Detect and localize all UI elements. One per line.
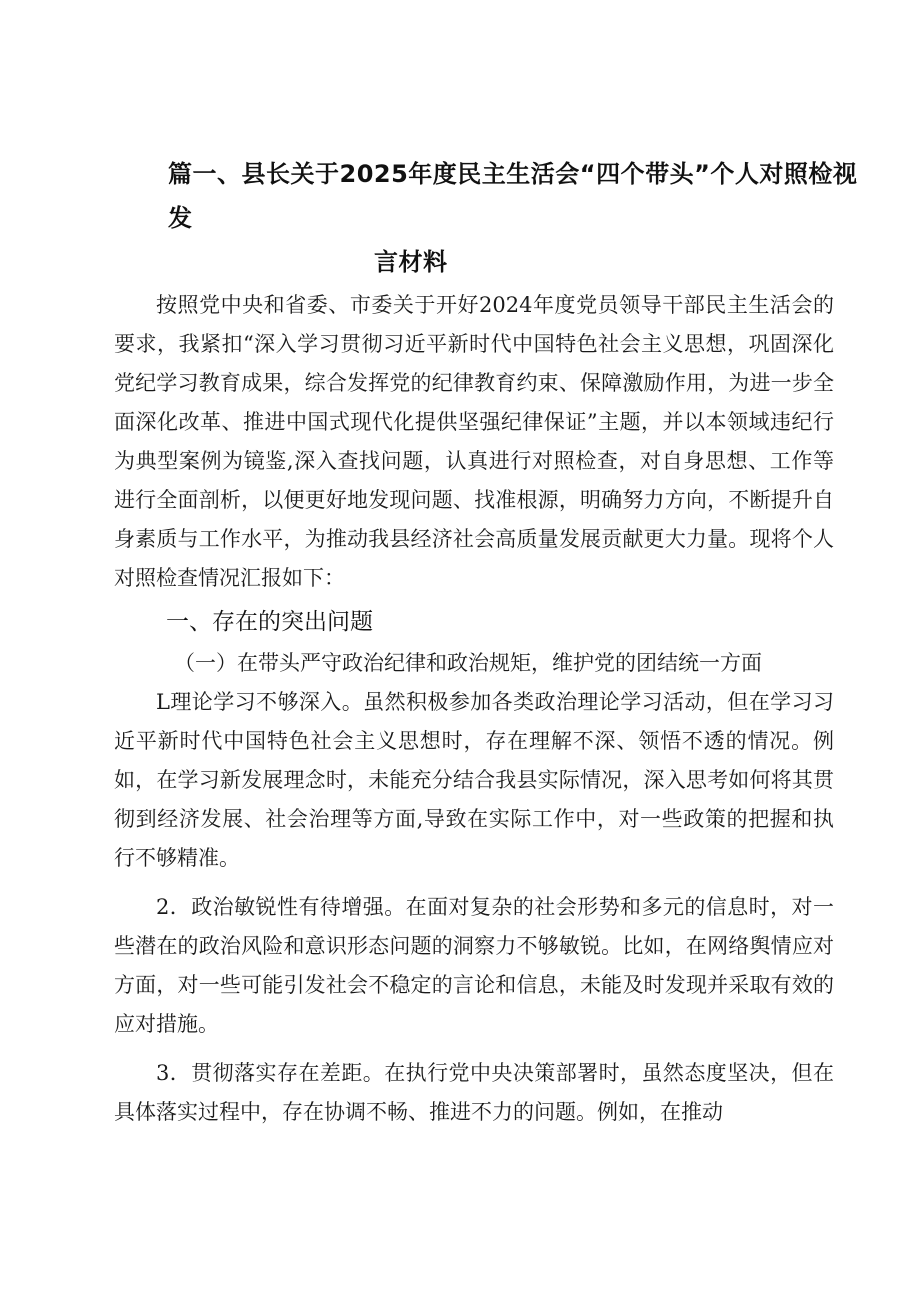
item-paragraph-3: 3．贯彻落实存在差距。在执行党中央决策部署时，虽然态度坚决，但在具体落实过程中，存在协调不畅、推进不力的问题。例如，在推动 [114,1061,834,1124]
document-body [114,286,834,1132]
item-paragraph-1: L理论学习不够深入。虽然积极参加各类政治理论学习活动，但在学习习近平新时代中国特色社会主义思想时，存在理解不深、领悟不透的情况。例如，在学习新发展理念时，未能充分结合我县实际情况，深入思考如何将其贯彻到经济发展、社会治理等方面,导致在实际工作中，对一些政策的把握和执行不够精准。 [114,690,834,870]
title-line-2: 言材料 [374,248,448,276]
section-heading: 一、存在的突出问题 [166,609,373,635]
item-paragraph-2: 2．政治敏锐性有待增强。在面对复杂的社会形势和多元的信息时，对一些潜在的政治风险和意识形态问题的洞察力不够敏锐。比如，在网络舆情应对方面，对一些可能引发社会不稳定的言论和信息，未能及时发现并采取有效的应对措施。 [114,895,834,1036]
document-title [168,152,868,284]
intro-paragraph: 按照党中央和省委、市委关于开好2024年度党员领导干部民主生活会的要求，我紧扣“深入学习贯彻习近平新时代中国特色社会主义思想，巩固深化党纪学习教育成果，综合发挥党的纪律教育约束、保障激励作用，为进一步全面深化改革、推进中国式现代化提供坚强纪律保证”主题，并以本领域违纪行为典型案例为镜鉴,深入查找问题，认真进行对照检查，对自身思想、工作等进行全面剖析，以便更好地发现问题、找准根源，明确努力方向，不断提升自身素质与工作水平，为推动我县经济社会高质量发展贡献更大力量。现将个人对照检查情况汇报如下： [114,293,834,590]
paragraph-gap [114,878,834,888]
subsection-heading: （一）在带头严守政治纪律和政治规矩，维护党的团结统一方面 [174,651,762,675]
paragraph-gap [114,1044,834,1054]
title-line-1: 篇一、县长关于2025年度民主生活会“四个带头”个人对照检视发 [168,160,858,232]
